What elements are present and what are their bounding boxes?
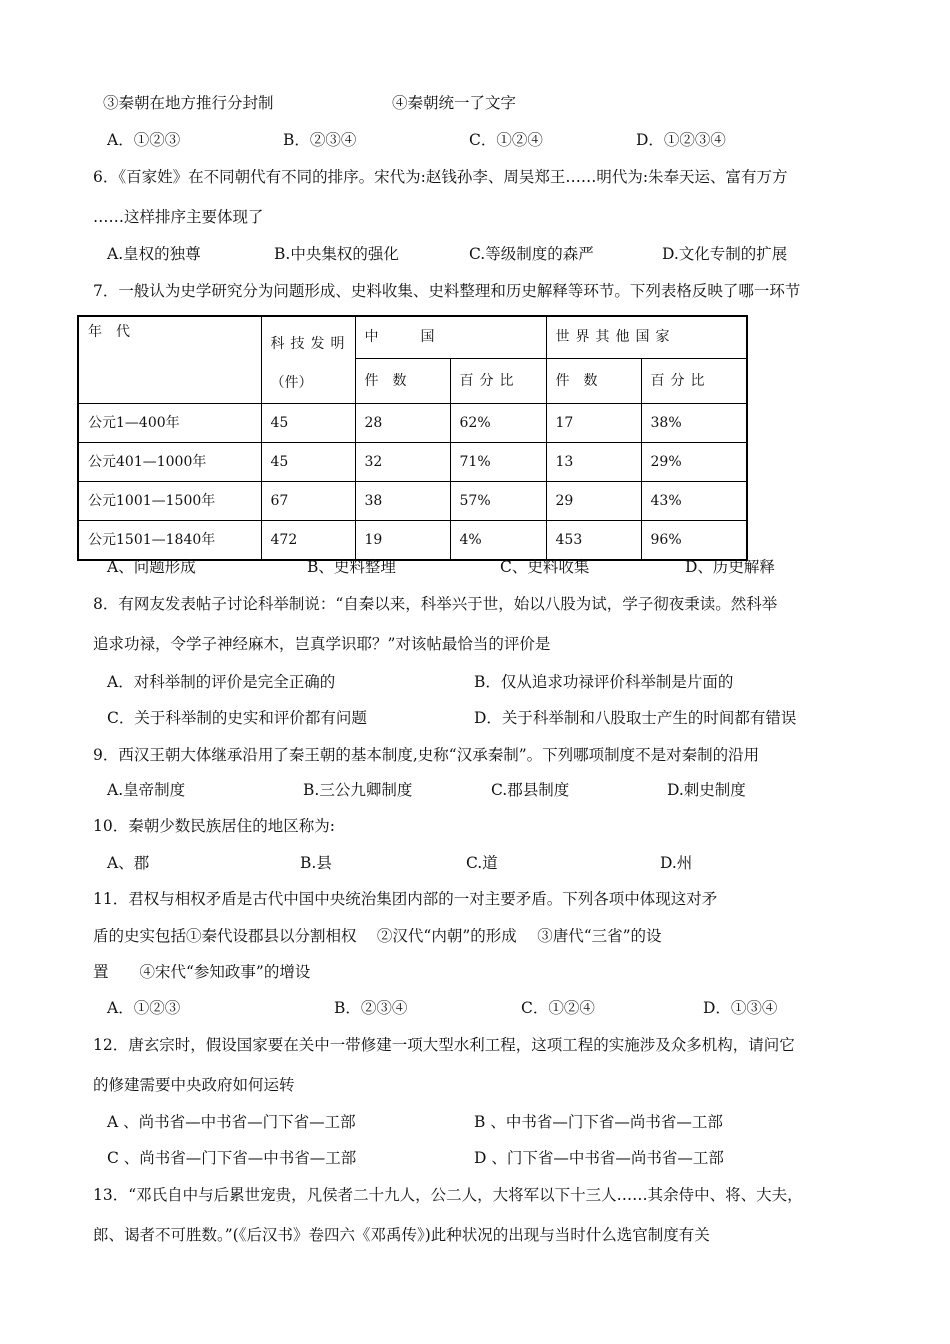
q13-stem-line1: 13．“邓氏自中与后累世宠贵，凡侯者二十九人，公二人，大将军以下十三人……其余侍中、将、大夫， [93, 1186, 803, 1204]
cell-world-percent: 96% [641, 521, 747, 561]
cell-world-percent: 43% [641, 482, 747, 521]
q7-option-b: B、史料整理 [307, 558, 396, 576]
q5-option-a: A．①②③ [107, 131, 181, 149]
table-row [78, 404, 747, 443]
cell-era: 公元1501—1840年 [78, 521, 261, 561]
q11-option-c: C．①②④ [521, 999, 595, 1017]
q12-stem-line1: 12．唐玄宗时，假设国家要在关中一带修建一项大型水利工程，这项工程的实施涉及众多机构，请问它 [93, 1036, 795, 1054]
q10-option-c: C.道 [466, 854, 498, 872]
q12-stem-line2: 的修建需要中央政府如何运转 [93, 1076, 295, 1094]
header-era: 年 代 [78, 316, 261, 404]
q11-stem-line1: 11．君权与相权矛盾是古代中国中央统治集团内部的一对主要矛盾。下列各项中体现这对矛 [93, 890, 718, 908]
q10-option-b: B.县 [300, 854, 332, 872]
header-china-count: 件 数 [355, 358, 450, 404]
q11-option-d: D．①③④ [703, 999, 778, 1017]
table-row [78, 482, 747, 521]
cell-china-count: 32 [355, 443, 450, 482]
header-inventions-label: 科技发明 [270, 336, 351, 352]
cell-china-count: 38 [355, 482, 450, 521]
q11-option-b: B．②③④ [334, 999, 408, 1017]
q8-stem-line2: 追求功禄，令学子神经麻木，岂真学识耶？”对该帖最恰当的评价是 [93, 635, 551, 653]
header-world-percent: 百分比 [641, 358, 747, 404]
q9-option-d: D.刺史制度 [667, 781, 746, 799]
q8-option-d: D．关于科举制和八股取士产生的时间都有错误 [474, 709, 797, 727]
cell-china-percent: 4% [450, 521, 546, 561]
q8-option-b: B．仅从追求功禄评价科举制是片面的 [474, 673, 734, 691]
q10-option-d: D.州 [660, 854, 693, 872]
q12-option-a: A 、尚书省—中书省—门下省—工部 [107, 1113, 356, 1131]
cell-world-count: 453 [546, 521, 641, 561]
q12-option-d: D 、门下省—中书省—尚书省—工部 [474, 1149, 724, 1167]
cell-world-count: 29 [546, 482, 641, 521]
q6-option-d: D.文化专制的扩展 [662, 245, 788, 263]
cell-world-percent: 29% [641, 443, 747, 482]
cell-inventions: 472 [261, 521, 355, 561]
header-world: 世界其他国家 [546, 316, 747, 358]
cell-china-count: 19 [355, 521, 450, 561]
header-china-percent: 百分比 [450, 358, 546, 404]
cell-china-percent: 62% [450, 404, 546, 443]
q8-stem-line1: 8．有网友发表帖子讨论科举制说：“自秦以来，科举兴于世，始以八股为试，学子彻夜秉读。然科举 [93, 595, 778, 613]
cell-world-percent: 38% [641, 404, 747, 443]
q6-stem-line1: 6．《百家姓》在不同朝代有不同的排序。宋代为:赵钱孙李、周吴郑王……明代为:朱奉天运、富有万方 [93, 168, 788, 186]
cell-inventions: 45 [261, 404, 355, 443]
q7-option-c: C、史料收集 [500, 558, 590, 576]
header-china: 中 国 [355, 316, 546, 358]
header-inventions [261, 316, 355, 404]
table-row [78, 443, 747, 482]
q5-item-4: ④秦朝统一了文字 [392, 94, 517, 112]
q12-option-b: B 、中书省—门下省—尚书省—工部 [474, 1113, 723, 1131]
cell-era: 公元401—1000年 [78, 443, 261, 482]
q6-option-c: C.等级制度的森严 [469, 245, 594, 263]
cell-china-percent: 57% [450, 482, 546, 521]
q7-option-d: D、历史解释 [685, 558, 775, 576]
header-unit: （件） [270, 375, 313, 392]
cell-world-count: 17 [546, 404, 641, 443]
cell-inventions: 45 [261, 443, 355, 482]
q5-option-c: C．①②④ [469, 131, 543, 149]
q11-stem-line3: 置 ④宋代“参知政事”的增设 [93, 963, 311, 981]
cell-world-count: 13 [546, 443, 641, 482]
cell-era: 公元1001—1500年 [78, 482, 261, 521]
q8-option-a: A．对科举制的评价是完全正确的 [107, 673, 336, 691]
table-row [78, 521, 747, 561]
cell-china-count: 28 [355, 404, 450, 443]
q5-option-b: B．②③④ [283, 131, 357, 149]
q5-option-d: D．①②③④ [636, 131, 726, 149]
cell-china-percent: 71% [450, 443, 546, 482]
q6-option-a: A.皇权的独尊 [107, 245, 201, 263]
q13-stem-line2: 郎、谒者不可胜数。”(《后汉书》卷四六《邓禹传》)此种状况的出现与当时什么选官制度有关 [93, 1226, 710, 1244]
q8-option-c: C．关于科举制的史实和评价都有问题 [107, 709, 367, 727]
cell-inventions: 67 [261, 482, 355, 521]
q5-item-3: ③秦朝在地方推行分封制 [103, 94, 274, 112]
q9-option-c: C.郡县制度 [491, 781, 570, 799]
q7-option-a: A、问题形成 [107, 558, 196, 576]
q9-option-b: B.三公九卿制度 [303, 781, 413, 799]
q9-stem-line1: 9．西汉王朝大体继承沿用了秦王朝的基本制度,史称“汉承秦制”。下列哪项制度不是对秦制的沿用 [93, 746, 760, 764]
q6-option-b: B.中央集权的强化 [274, 245, 399, 263]
q9-option-a: A.皇帝制度 [107, 781, 186, 799]
q6-stem-line2: ……这样排序主要体现了 [93, 208, 264, 226]
cell-era: 公元1—400年 [78, 404, 261, 443]
q7-stem-line1: 7．一般认为史学研究分为问题形成、史料收集、史料整理和历史解释等环节。下列表格反映了哪一环节 [93, 282, 801, 300]
q11-option-a: A．①②③ [107, 999, 181, 1017]
inventions-table [77, 315, 748, 561]
header-world-count: 件 数 [546, 358, 641, 404]
q11-stem-line2: 盾的史实包括①秦代设郡县以分割相权 ②汉代“内朝”的形成 ③唐代“三省”的设 [93, 927, 662, 945]
q10-stem-line1: 10．秦朝少数民族居住的地区称为: [93, 817, 335, 835]
q10-option-a: A、郡 [107, 854, 150, 872]
q12-option-c: C 、尚书省—门下省—中书省—工部 [107, 1149, 357, 1167]
